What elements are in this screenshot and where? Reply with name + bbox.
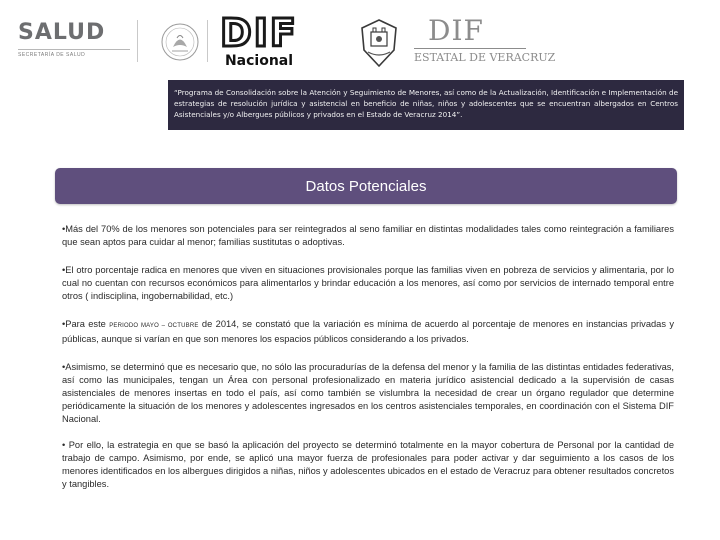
program-title-text: “Programa de Consolidación sobre la Atención y Seguimiento de Menores, así como de la Actualización, Identificación e Implementación de estrategias de resolución jurídica y asistencial en beneficio de niñas, niños y adolescentes que se encuentran albergados en Centros Asistenciales y/o Albergues públicos y privados en el Estado de Veracruz 2014”. — [174, 88, 678, 119]
dif-veracruz-rule — [414, 48, 526, 49]
paragraph-potential-reintegration: •Más del 70% de los menores son potenciales para ser reintegrados al seno familiar en distintas modalidades tales como reintegración a familiares que sean aptos para cuidar al menor; familias sustitutas o adoptivas. — [62, 224, 674, 247]
veracruz-crest-icon — [354, 16, 404, 70]
paragraph-provisional-situations: •El otro porcentaje radica en menores que viven en situaciones provisionales porque las familias viven en pobreza de servicios y alimentaria, por lo cual no cuentan con recursos económicos para alimentarlos y brindar educación a los menores, así como por servicios de internado temporal entre otros ( indisciplina, ingobernabilidad, etc.) — [62, 265, 674, 301]
salud-logo-subtitle: SECRETARÍA DE SALUD — [18, 52, 86, 58]
paragraph-strategy: • Por ello, la estrategia en que se basó la aplicación del proyecto se determinó totalmente en la mayor cobertura de Personal por la cantidad de trabajo de campo. Asimismo, por ende, se aplicó una mayor fuerza de profesionales para poder activar y dar seguimiento a los casos de los menores identificados en los albergues dirigidos a niñas, niños y adolescentes ubicados en el estado de Veracruz para obtener resultados concretos y tangibles. — [62, 440, 674, 489]
paragraph-period-variation — [62, 318, 674, 346]
program-title-box — [168, 80, 684, 130]
dif-nacional-logo — [216, 12, 302, 72]
paragraph-regulatory-body: •Asimismo, se determinó que es necesario que, no sólo las procuradurías de la defensa del menor y la familia de las distintas entidades federativas, así como las municipales, tengan un Área con personal profesionalizado en materia jurídico asistencial dedicado a la supervisión de casas asistenciales de menores insertas en todo el país, así como también se vislumbra la necesidad de crear un órgano regulador que determine periódicamente la situación de los menores y adolescentes ingresados en los centros asistenciales temporales, en coordinación con el Sistema DIF Nacional. — [62, 362, 674, 424]
content-body — [62, 223, 674, 491]
paragraph-period-suffix: de 2014, se constató que la variación es mínima de acuerdo al porcentaje de menores en instancias privadas y públicas, aunque si varían en que son menores los espacios públicos considerando a los privados. — [62, 319, 675, 344]
mexico-seal-icon — [160, 22, 200, 62]
dif-veracruz-logo — [414, 14, 556, 64]
paragraph-period-range: PERIODO MAYO – OCTUBRE — [109, 323, 199, 329]
salud-logo-text: SALUD — [18, 20, 106, 45]
salud-logo-rule — [18, 49, 130, 50]
header — [0, 0, 720, 75]
logo-divider — [207, 20, 208, 62]
dif-veracruz-subtitle: ESTATAL DE VERACRUZ — [414, 51, 556, 64]
paragraph-period-prefix: •Para este — [62, 319, 110, 329]
section-title: Datos Potenciales — [305, 177, 427, 195]
dif-nacional-subtitle: Nacional — [224, 53, 294, 69]
salud-logo — [18, 20, 130, 58]
dif-nacional-word: DIF — [220, 11, 298, 55]
section-header — [55, 168, 677, 204]
dif-veracruz-word: DIF — [428, 14, 484, 47]
logo-divider — [137, 20, 138, 62]
